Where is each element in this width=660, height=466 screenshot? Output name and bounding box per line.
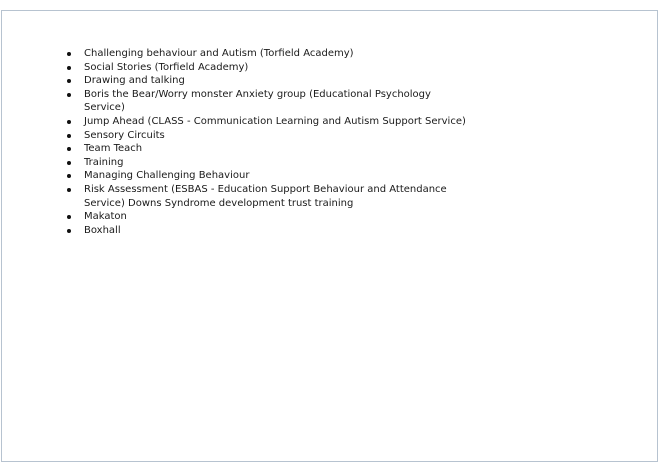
- bullet-icon: [67, 229, 71, 233]
- list-item-text-continued: Service) Downs Syndrome development trust training: [84, 197, 354, 209]
- list-item-text: Social Stories (Torfield Academy): [84, 61, 249, 73]
- list-item: [66, 224, 456, 238]
- list-item-text: Boris the Bear/Worry monster Anxiety group (Educational Psychology: [84, 88, 431, 100]
- list-item: [66, 88, 456, 115]
- list-item-text: Boxhall: [84, 224, 121, 236]
- list-item: [66, 156, 456, 170]
- list-item-text: Sensory Circuits: [84, 129, 165, 141]
- list-item: [66, 169, 456, 183]
- list-item-text-continued: Service): [84, 102, 125, 114]
- list-item-text: Managing Challenging Behaviour: [84, 170, 250, 182]
- document-page: [1, 10, 658, 462]
- list-item-text: Team Teach: [84, 143, 143, 155]
- list-item: [66, 142, 456, 156]
- bullet-icon: [67, 161, 71, 165]
- list-item: [66, 74, 456, 88]
- list-item-text: Challenging behaviour and Autism (Torfield Academy): [84, 48, 354, 59]
- list-item: [66, 210, 456, 224]
- list-item-text: Training: [84, 156, 124, 168]
- list-item: [66, 115, 466, 129]
- list-item: [66, 47, 456, 61]
- list-item: [66, 129, 456, 143]
- bullet-icon: [67, 52, 71, 56]
- list-item-text: Makaton: [84, 211, 127, 223]
- bullet-icon: [67, 79, 71, 83]
- list-item: [66, 183, 456, 210]
- bullet-icon: [67, 147, 71, 151]
- list-item-text: Risk Assessment (ESBAS - Education Support Behaviour and Attendance: [84, 183, 447, 195]
- bullet-icon: [67, 120, 71, 124]
- list-item: [66, 61, 456, 75]
- bullet-icon: [67, 93, 71, 97]
- bullet-icon: [67, 174, 71, 178]
- bullet-icon: [67, 188, 71, 192]
- bullet-icon: [67, 215, 71, 219]
- bullet-icon: [67, 134, 71, 138]
- bullet-list: [66, 47, 466, 237]
- bullet-icon: [67, 66, 71, 70]
- list-item-text: Jump Ahead (CLASS - Communication Learning and Autism Support Service): [84, 115, 466, 127]
- list-item-text: Drawing and talking: [84, 75, 185, 87]
